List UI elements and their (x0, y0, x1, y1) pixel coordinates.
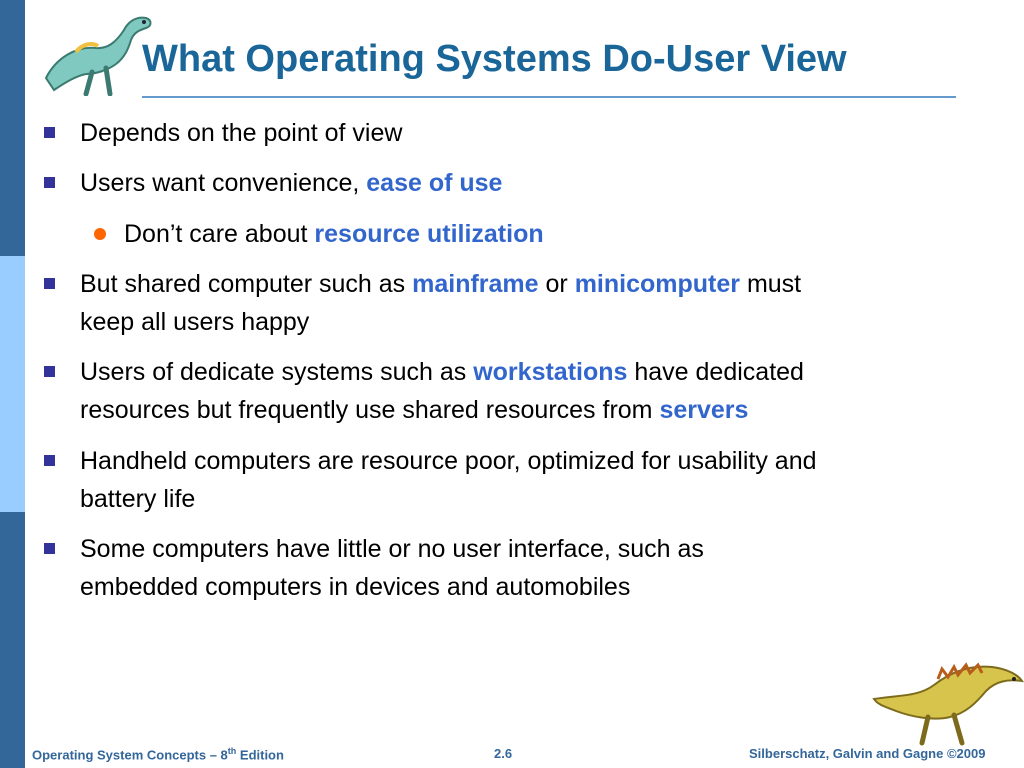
sidebar-segment-top (0, 0, 25, 256)
square-bullet-icon (44, 278, 55, 289)
bullet-text: keep all users happy (80, 308, 310, 336)
footer-book-title-text: Operating System Concepts – 8 (32, 747, 228, 763)
left-sidebar (0, 0, 25, 768)
sub-bullet-text: Don’t care about (124, 220, 315, 248)
square-bullet-icon (44, 455, 55, 466)
square-bullet-icon (44, 127, 55, 138)
bullet-item (80, 442, 1020, 518)
highlight-term: mainframe (412, 270, 539, 298)
footer-slide-number: 2.6 (494, 746, 513, 761)
bullet-item (80, 530, 1020, 606)
footer-book-title (32, 746, 284, 762)
circle-bullet-icon (94, 228, 106, 240)
bullet-text: have dedicated (627, 358, 804, 386)
bullet-item (80, 265, 1020, 341)
bullet-item (80, 353, 1020, 429)
bullet-text: or (538, 270, 575, 298)
sidebar-segment-bottom (0, 512, 25, 768)
highlight-term: workstations (473, 358, 628, 386)
square-bullet-icon (44, 177, 55, 188)
square-bullet-icon (44, 366, 55, 377)
bullet-text: resources but frequently use shared resources from (80, 396, 660, 424)
dinosaur-logo-icon (36, 8, 156, 96)
highlight-term: servers (659, 396, 749, 424)
title-underline (142, 96, 956, 98)
bullet-text: Users of dedicate systems such as (80, 358, 474, 386)
dinosaur-logo-icon (868, 655, 1024, 747)
footer-superscript: th (227, 746, 237, 756)
bullet-text: But shared computer such as (80, 270, 413, 298)
highlight-term: minicomputer (574, 270, 740, 298)
sidebar-segment-middle (0, 256, 25, 512)
bullet-text: embedded computers in devices and automobiles (80, 573, 631, 601)
square-bullet-icon (44, 543, 55, 554)
bullet-text: battery life (80, 485, 196, 513)
bullet-item (80, 114, 1020, 152)
bullet-item (80, 164, 1020, 202)
bullet-text: Users want convenience, (80, 169, 367, 197)
bullet-text: Depends on the point of view (80, 119, 403, 147)
bullet-text: must (740, 270, 802, 298)
bullet-text: Some computers have little or no user interface, such as (80, 535, 704, 563)
sub-bullet-item (124, 215, 1004, 253)
footer-book-edition: Edition (236, 747, 284, 763)
highlight-term: resource utilization (314, 220, 544, 248)
slide-title: What Operating Systems Do-User View (142, 38, 847, 80)
bullet-text: Handheld computers are resource poor, optimized for usability and (80, 447, 817, 475)
footer-authors: Silberschatz, Galvin and Gagne ©2009 (749, 746, 986, 761)
highlight-term: ease of use (366, 169, 503, 197)
